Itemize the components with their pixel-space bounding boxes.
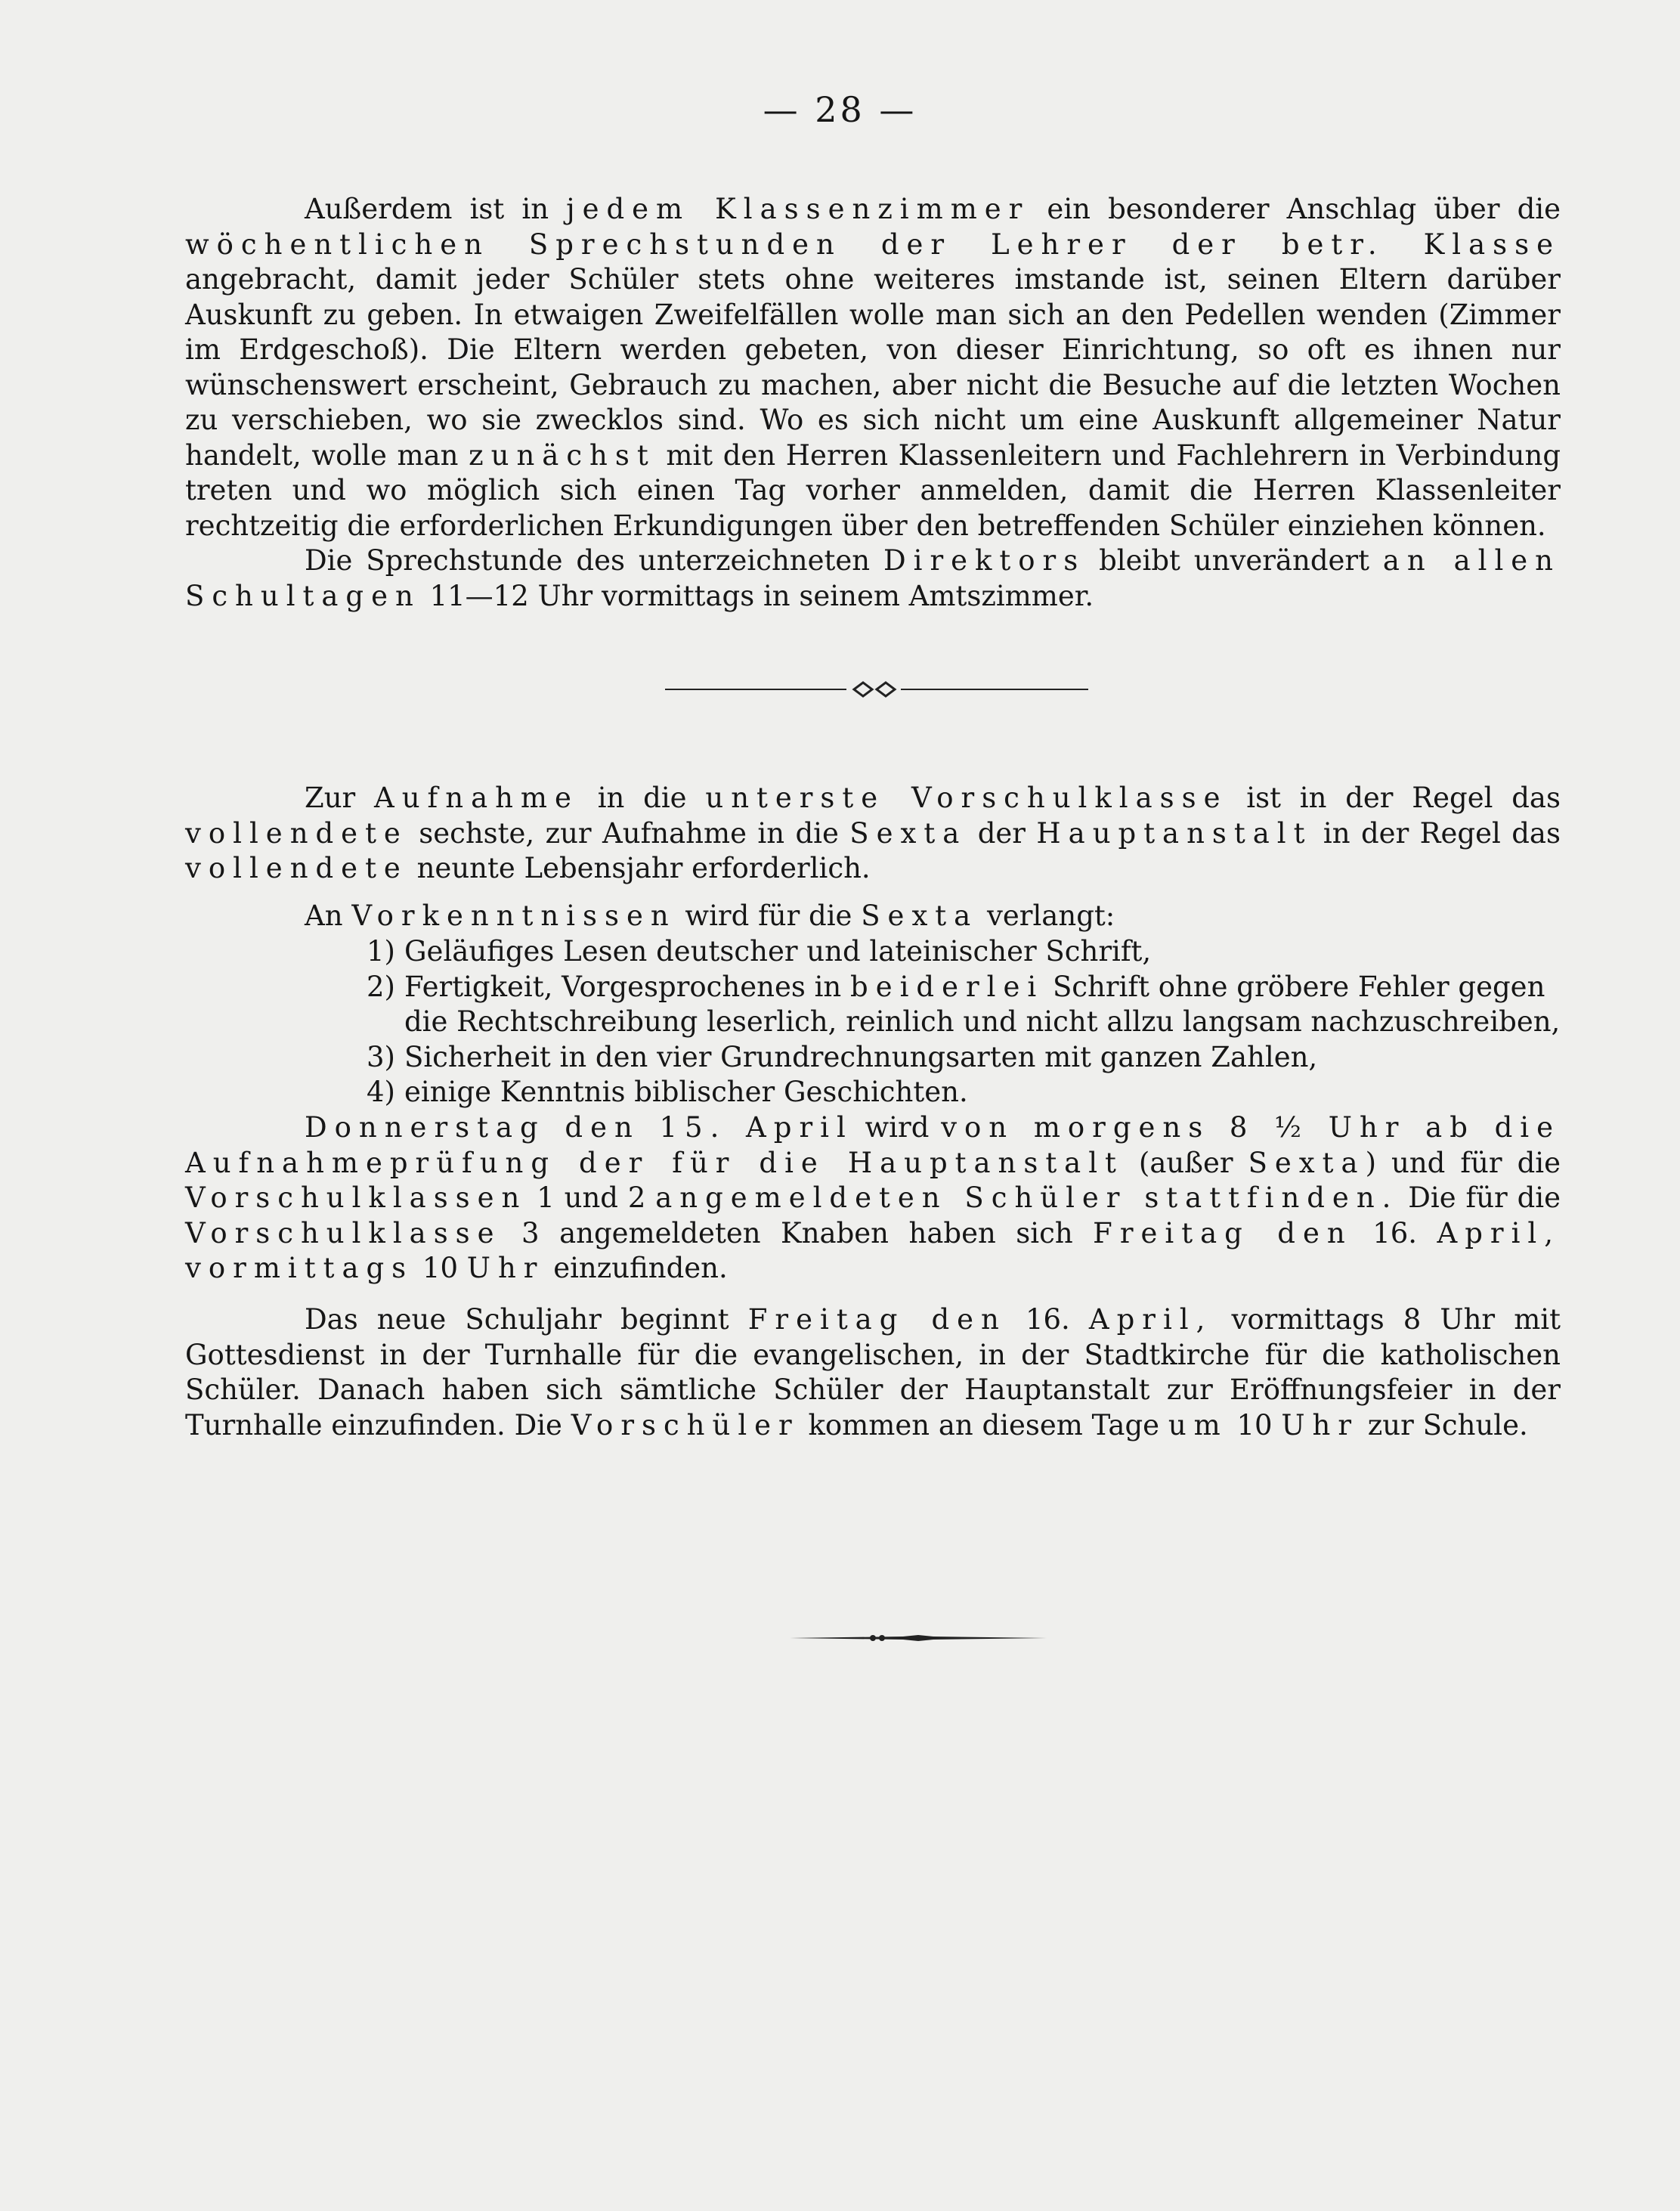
emphasis-text: Uhr xyxy=(466,1252,545,1284)
list-item: 3) Sicherheit in den vier Grundrechnungsarten mit ganzen Zahlen, xyxy=(367,1040,1318,1073)
list-item: 4) einige Kenntnis biblischer Geschichten. xyxy=(367,1076,968,1108)
emphasis-text: wöchentlichen Sprechstunden der Lehrer der betr. Klasse xyxy=(185,228,1561,261)
emphasis-text: vollendete xyxy=(185,852,408,884)
emphasis-text: Vorschüler xyxy=(571,1408,800,1441)
emphasis-text: unterste Vorschulklasse xyxy=(705,782,1228,814)
ornament-divider xyxy=(665,673,1088,706)
emphasis-text: beiderlei xyxy=(850,970,1044,1003)
emphasis-text: Vorschulklasse xyxy=(185,1216,502,1249)
emphasis-text: Sexta xyxy=(849,816,967,850)
emphasis-text: April, vormittags xyxy=(185,1216,1561,1284)
paragraph-director-hours: Die Sprechstunde des unterzeichneten Direktors bleibt unverändert an allen Schultagen 11—12 Uhr vormittags in seinem Amtszimmer. xyxy=(185,544,1561,612)
emphasis-text: Vorschulklassen xyxy=(185,1181,528,1214)
emphasis-text: Hauptanstalt xyxy=(1036,816,1313,850)
emphasis-text: Direktors xyxy=(883,544,1086,577)
emphasis-text: Freitag den xyxy=(1093,1216,1353,1249)
emphasis-text: angemeldeten Schüler stattfinden. xyxy=(655,1181,1399,1214)
emphasis-text: an allen Schultagen xyxy=(185,544,1561,612)
end-rule-divider xyxy=(790,1621,1047,1655)
emphasis-text: Donnerstag den 15. April xyxy=(305,1111,853,1144)
emphasis-text: zunächst xyxy=(469,438,656,472)
emphasis-text: Freitag den xyxy=(747,1303,1007,1336)
emphasis-text: von morgens 8 ½ Uhr ab die Aufnahmeprüfung der für die Hauptanstalt xyxy=(185,1111,1561,1179)
list-item: 2) Fertigkeit, Vorgesprochenes in beiderlei Schrift ohne gröbere Fehler gegen die Rechtschreibung leserlich, reinlich und nicht allzu langsam nachzuschreiben, xyxy=(367,970,1561,1038)
paragraph-prior-knowledge: An Vorkenntnissen wird für die Sexta verlangt: xyxy=(305,900,1115,932)
emphasis-text: April, xyxy=(1088,1303,1213,1336)
emphasis-text: vollendete xyxy=(185,816,408,850)
page-number: — 28 — xyxy=(763,89,917,130)
paragraph-school-year-start: Das neue Schuljahr beginnt Freitag den 16. April, vormittags 8 Uhr mit Gottesdienst in der Turnhalle für die evangelischen, in der Stadtkirche für die katholischen Schüler. Danach haben sich sämtliche Schüler der Hauptanstalt zur Eröffnungsfeier in der Turnhalle einzufinden. Die Vorschüler kommen an diesem Tage um 10 Uhr zur Schule. xyxy=(185,1303,1561,1441)
emphasis-text: jedem Klassenzimmer xyxy=(566,193,1030,225)
paragraph-admission-age: Zur Aufnahme in die unterste Vorschulklasse ist in der Regel das vollendete sechste, zur Aufnahme in die Sexta der Hauptanstalt in der Regel das vollendete neunte Lebensjahr erforderlich. xyxy=(185,782,1561,884)
emphasis-text: Sexta xyxy=(861,900,979,932)
emphasis-text: um xyxy=(1168,1408,1228,1441)
emphasis-text: Sexta xyxy=(1248,1146,1366,1179)
emphasis-text: Uhr xyxy=(1281,1408,1360,1441)
requirements-list xyxy=(344,934,1561,1110)
paragraph-entrance-exam: Donnerstag den 15. April wird von morgens 8 ½ Uhr ab die Aufnahmeprüfung der für die Hauptanstalt (außer Sexta) und für die Vorschulklassen 1 und 2 angemeldeten Schüler stattfinden. Die für die Vorschulklasse 3 angemeldeten Knaben haben sich Freitag den 16. April, vormittags 10 Uhr einzufinden. xyxy=(185,1111,1561,1284)
list-item: 1) Geläufiges Lesen deutscher und lateinischer Schrift, xyxy=(367,935,1152,968)
emphasis-text: Aufnahme xyxy=(374,782,579,814)
paragraph-consultation-notice: Außerdem ist in jedem Klassenzimmer ein besonderer Anschlag über die wöchentlichen Sprechstunden der Lehrer der betr. Klasse angebracht, damit jeder Schüler stets ohne weiteres imstande ist, seinen Eltern darüber Auskunft zu geben. In etwaigen Zweifelfällen wolle man sich an den Pedellen wenden (Zimmer im Erdgeschoß). Die Eltern werden gebeten, von dieser Einrichtung, so oft es ihnen nur wünschenswert erscheint, Gebrauch zu machen, aber nicht die Besuche auf die letzten Wochen zu verschieben, wo sie zwecklos sind. Wo es sich nicht um eine Auskunft allgemeiner Natur handelt, wolle man zunächst mit den Herren Klassenleitern und Fachlehrern in Verbindung treten und wo möglich sich einen Tag vorher anmelden, damit die Herren Klassenleiter rechtzeitig die erforderlichen Erkundigungen über den betreffenden Schüler einziehen können. xyxy=(185,193,1561,542)
emphasis-text: Vorkenntnissen xyxy=(351,900,676,932)
